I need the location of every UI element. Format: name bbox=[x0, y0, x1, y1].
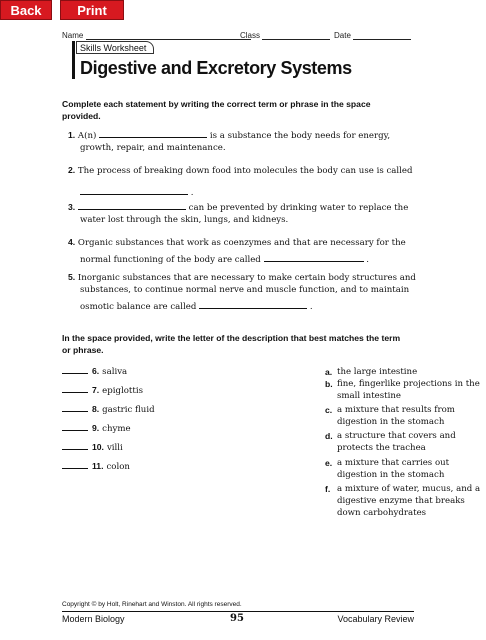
match-blank-8[interactable] bbox=[62, 411, 88, 412]
answer-blank-4[interactable] bbox=[264, 260, 364, 262]
match-blank-7[interactable] bbox=[62, 392, 88, 393]
copyright: Copyright © by Holt, Rinehart and Winston. All rights reserved. bbox=[62, 601, 242, 608]
option-b: b. fine, fingerlike projections in the small intestine bbox=[325, 379, 480, 401]
section1-instructions: Complete each statement by writing the correct term or phrase in the space provided. bbox=[62, 99, 371, 121]
option-e: e. a mixture that carries out digestion in the stomach bbox=[325, 458, 450, 480]
option-c: c. a mixture that results from digestion in the stomach bbox=[325, 405, 455, 427]
book-title: Modern Biology bbox=[62, 614, 125, 624]
class-label: Class bbox=[240, 31, 261, 40]
question-5: 5. Inorganic substances that are necessary to make certain body structures and substances, to continue normal nerve and muscle function, and to maintain osmotic balance are called . bbox=[68, 272, 416, 312]
question-4: 4. Organic substances that work as coenzymes and that are necessary for the normal functioning of the body are called . bbox=[68, 237, 406, 265]
match-item-7: 7. epiglottis bbox=[62, 385, 143, 396]
page-title: Digestive and Excretory Systems bbox=[80, 58, 352, 78]
match-item-11: 11. colon bbox=[62, 461, 130, 472]
match-blank-10[interactable] bbox=[62, 449, 88, 450]
option-d: d. a structure that covers and protects the trachea bbox=[325, 431, 456, 453]
footer-divider bbox=[62, 611, 414, 612]
match-item-6: 6. saliva bbox=[62, 366, 127, 377]
date-label: Date bbox=[334, 31, 351, 40]
answer-blank-1[interactable] bbox=[99, 136, 207, 138]
title-bar-accent bbox=[72, 41, 75, 79]
section2-instructions: In the space provided, write the letter of the description that best matches the term or phrase. bbox=[62, 333, 401, 355]
class-field[interactable] bbox=[240, 30, 330, 40]
question-3: 3. can be prevented by drinking water to replace the water lost through the skin, lungs, and kidneys. bbox=[68, 202, 409, 225]
name-label: Name bbox=[62, 31, 84, 40]
section-name: Vocabulary Review bbox=[337, 614, 414, 624]
match-item-9: 9. chyme bbox=[62, 423, 131, 434]
match-item-10: 10. villi bbox=[62, 442, 123, 453]
answer-blank-3[interactable] bbox=[78, 208, 186, 210]
match-blank-6[interactable] bbox=[62, 373, 88, 374]
match-blank-9[interactable] bbox=[62, 430, 88, 431]
answer-blank-2[interactable] bbox=[80, 193, 188, 195]
question-2: 2. The process of breaking down food into molecules the body can use is called . bbox=[68, 165, 413, 198]
print-button[interactable]: Print bbox=[60, 0, 124, 20]
question-1: 1. A(n) is a substance the body needs for energy, growth, repair, and maintenance. bbox=[68, 130, 391, 153]
name-field[interactable] bbox=[62, 30, 251, 40]
match-item-8: 8. gastric fluid bbox=[62, 404, 155, 415]
worksheet-tab: Skills Worksheet bbox=[76, 41, 154, 54]
option-f: f. a mixture of water, mucus, and a digestive enzyme that breaks down carbohydrates bbox=[325, 484, 481, 518]
page-number: 95 bbox=[230, 613, 244, 624]
option-a: a. the large intestine bbox=[325, 367, 418, 377]
answer-blank-5[interactable] bbox=[199, 307, 307, 309]
back-button[interactable]: Back bbox=[0, 0, 52, 20]
date-field[interactable] bbox=[334, 30, 411, 40]
match-blank-11[interactable] bbox=[62, 468, 88, 469]
